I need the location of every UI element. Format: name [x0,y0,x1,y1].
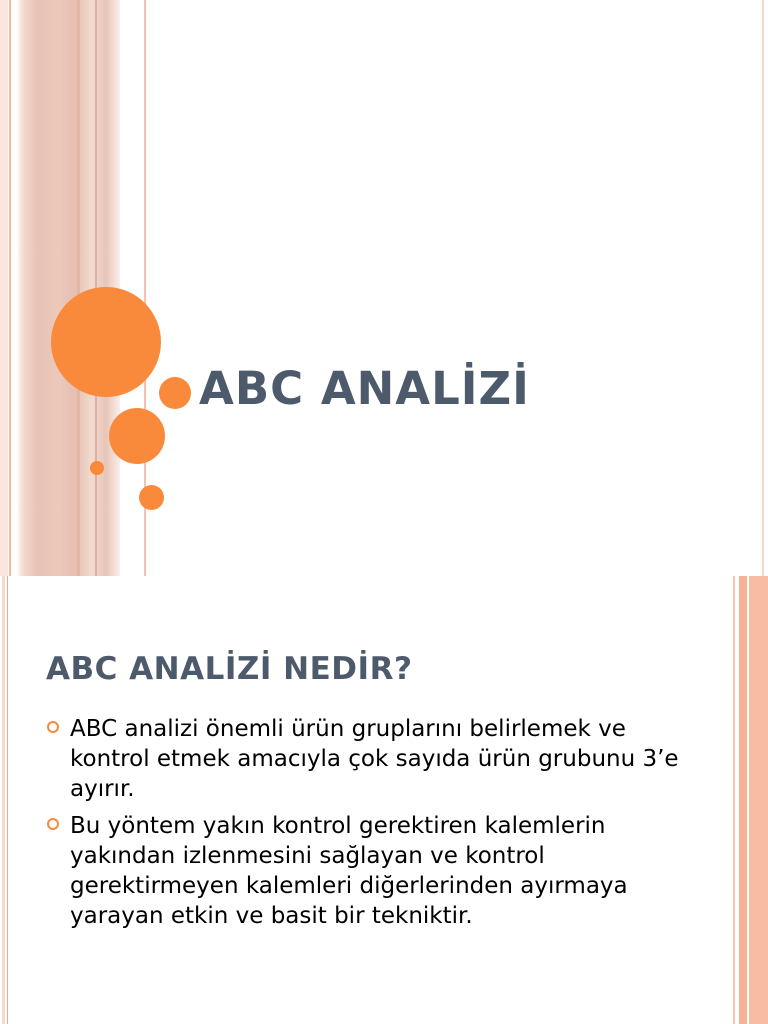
decorative-circle-medium [109,408,165,464]
slide-heading: ABC ANALİZİ NEDİR? [46,651,413,687]
hollow-circle-bullet-icon [47,721,59,733]
decorative-stripe [77,0,80,576]
decorative-circle-tiny [90,461,104,475]
bullet-text: Bu yöntem yakın kontrol gerektiren kalemlerin yakından izlenmesini sağlayan ve kontrol gerektirmeyen kalemleri diğerlerinden ayırmaya yarayan etkin ve basit bir tekniktir. [70,813,628,929]
decorative-stripe [749,576,768,1024]
decorative-stripe [739,576,747,1024]
decorative-stripe [9,0,11,576]
decorative-stripe [733,576,735,1024]
list-item [46,714,686,804]
bullet-text: ABC analizi önemli ürün gruplarını belirlemek ve kontrol etmek amacıyla çok sayıda ürün grubunu 3’e ayırır. [70,716,679,802]
hollow-circle-bullet-icon [47,818,59,830]
decorative-stripe [0,0,8,576]
list-item [46,811,686,931]
decorative-stripe [7,576,8,1024]
decorative-circle-small [139,485,164,510]
slide-title: ABC ANALİZİ [199,362,530,415]
decorative-circle-small [159,377,191,409]
bullet-list [46,714,686,938]
decorative-stripe [2,576,5,1024]
decorative-stripe [762,0,764,576]
decorative-circle-large [51,287,161,397]
